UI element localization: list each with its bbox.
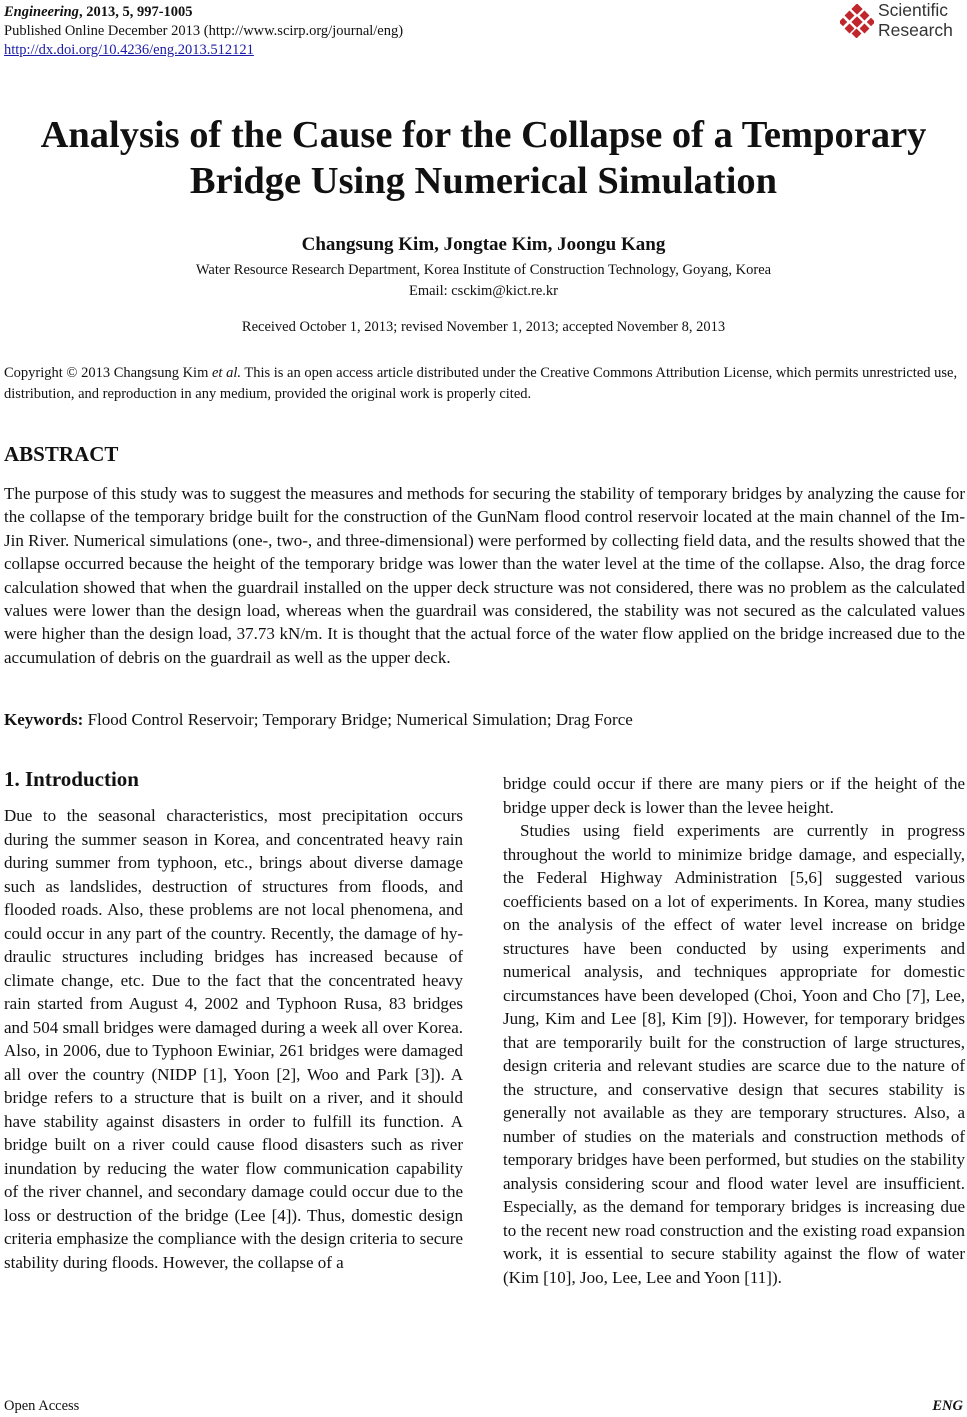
title-line-2: Bridge Using Numerical Simulation — [189, 160, 778, 202]
journal-name: Engineering — [4, 4, 79, 20]
logo-line-2: Research — [878, 20, 953, 40]
intro-paragraph-1-continued: bridge could occur if there are many piers or if the height of the bridge upper deck is lower than the levee height. — [503, 774, 965, 817]
copyright-post: This is an open access article distributed under the Creative Commons Attribution License, which permits unrestricted use, distribution, and reproduction in any medium, provided the original work is properly cited. — [4, 365, 958, 402]
keywords-text: Flood Control Reservoir; Temporary Bridge; Numerical Simulation; Drag Force — [83, 710, 633, 729]
left-column — [4, 765, 463, 1274]
logo-line-1: Scientific — [878, 0, 949, 20]
copyright-notice — [4, 363, 966, 405]
affiliation: Water Resource Research Department, Korea Institute of Construction Technology, Goyang, Korea — [195, 262, 772, 278]
abstract-text: The purpose of this study was to suggest the measures and methods for securing the stability of temporary bridges by analyzing the cause for the collapse of the temporary bridge built for the construction of the GunNam flood control reservoir located at the main channel of the Im-Jin River. Numerical simulations (one-, two-, and three-dimensional) were performed by collecting field data, and the results showed that the collapse occurred because the height of the temporary bridge was lower than the water level at the time of the collapse. Also, the drag force calculation showed that when the guardrail installed on the upper deck structure was not considered, there was no problem as the calculated values were lower than the design load, whereas when the guardrail was considered, the stability was not secured as the calculated values were higher than the design load, 37.73 kN/m. It is thought that the actual force of the water flow applied on the bridge increased due to the accumulation of debris on the guardrail as well as the upper deck. — [4, 484, 965, 667]
received-dates: Received October 1, 2013; revised November 1, 2013; accepted November 8, 2013 — [241, 319, 726, 335]
authors: Changsung Kim, Jongtae Kim, Joongu Kang — [301, 234, 666, 255]
section-heading-introduction: 1. Introduction — [4, 767, 139, 791]
abstract-heading: ABSTRACT — [4, 442, 119, 466]
copyright-pre: Copyright © 2013 Changsung Kim — [4, 365, 212, 381]
email: Email: csckim@kict.re.kr — [408, 283, 559, 299]
right-column — [503, 772, 965, 1289]
publisher-logo — [840, 0, 965, 44]
journal-issue: , 2013, 5, 997-1005 — [78, 4, 193, 20]
scientific-research-logo-icon — [840, 4, 874, 38]
footer-journal-abbrev: ENG — [932, 1398, 963, 1414]
affiliation-block — [0, 260, 967, 302]
journal-citation — [4, 3, 403, 22]
footer-open-access: Open Access — [4, 1398, 80, 1414]
paper-title — [0, 112, 967, 204]
logo-text — [878, 0, 953, 40]
published-online: Published Online December 2013 (http://www.scirp.org/journal/eng) — [4, 23, 404, 39]
intro-paragraph-2: Studies using field experiments are currently in progress throughout the world to minimize bridge damage, and especially, the Federal Highway Administration [5,6] suggested various coefficients based on a lot of experiments. In Korea, many studies on the analysis of the effect of water level increase on bridge structures have been conducted by using experiments and numerical analysis, and techniques appropriate for domestic circumstances have been developed (Choi, Yoon and Cho [7], Lee, Jung, Kim and Lee [8], Kim [9]). However, for temporary bridges that are temporarily built for the construction of large structures, design criteria and relevant studies are scarce due to the nature of the structure, and conservative design that secures stability is generally not available as they are temporary structures. Also, a number of studies on the materials and construction methods of temporary bridges have been performed, but studies on the stability analysis considering scour and flood water level are insufficient. Especially, as the demand for temporary bridges is increasing due to the recent new road construction and the existing road expansion work, it is essential to secure stability against the flow of water (Kim [10], Joo, Lee, Lee and Yoon [11]). — [503, 821, 965, 1287]
journal-header — [4, 3, 403, 60]
intro-paragraph-1: Due to the seasonal characteristics, most precipitation occurs during the summer season in Korea, and concentrated heavy rain during summer from typhoon, etc., brings about diverse damage such as landslides, destruction of structures from floods, and flooded roads. Also, these problems are not local phenomena, and could occur in any part of the country. Recently, the damage of hydraulic structures including bridges has increased because of climate change, etc. Due to the fact that the concentrated heavy rain started from August 4, 2002 and Typhoon Rusa, 83 bridges and 504 small bridges were damaged during a week all over Korea. Also, in 2006, due to Typhoon Ewiniar, 261 bridges were damaged all over the country (NIDP [1], Yoon [2], Woo and Park [3]). A bridge refers to a structure that is built on a river, and it should have stability against disasters in order to fulfill its function. A bridge built on a river could cause flood disasters such as river inundation by reducing the water flow communication capability of the river channel, and secondary damage could occur due to the loss or destruction of the bridge (Lee [4]). Thus, domestic design criteria emphasize the compliance with the design criteria to secure stability during floods. However, the collapse of a — [4, 806, 463, 1272]
keywords-label: Keywords: — [4, 710, 84, 729]
doi-link[interactable]: http://dx.doi.org/10.4236/eng.2013.512121 — [4, 42, 254, 58]
copyright-etal: et al. — [211, 365, 241, 381]
title-line-1: Analysis of the Cause for the Collapse of a Temporary — [40, 114, 927, 156]
keywords — [4, 710, 965, 730]
